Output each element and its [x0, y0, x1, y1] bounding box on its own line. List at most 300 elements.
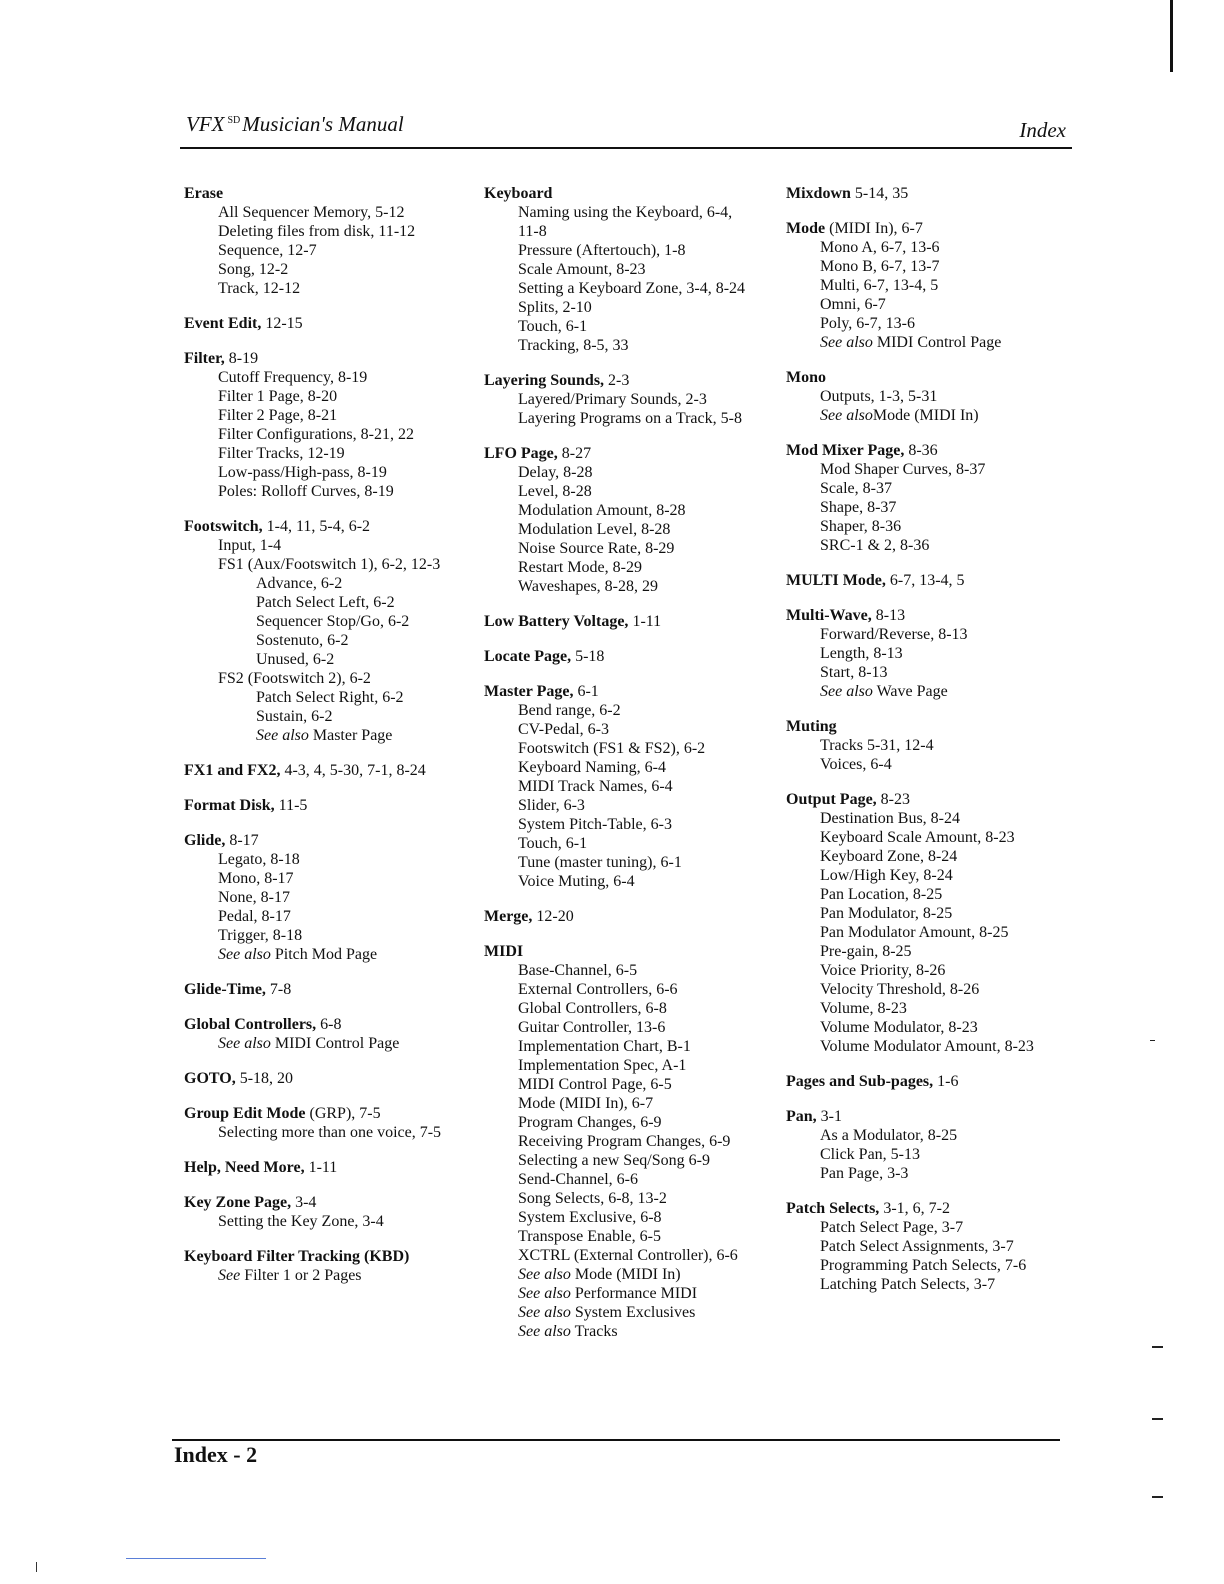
index-entry — [184, 517, 474, 745]
index-subentry — [786, 257, 1086, 276]
index-subentry — [786, 828, 1086, 847]
index-subentry — [184, 574, 474, 593]
index-column-3 — [786, 184, 1086, 1310]
index-term-pages: 12-20 — [532, 908, 574, 925]
index-subentry — [484, 834, 784, 853]
index-subentry — [484, 853, 784, 872]
index-term — [184, 980, 474, 999]
index-subentry-text: Destination Bus, 8-24 — [820, 810, 960, 827]
index-subentry — [786, 314, 1086, 333]
index-subentry — [484, 1170, 784, 1189]
bottom-scan-line — [126, 1558, 266, 1559]
index-subentry — [484, 577, 784, 596]
index-subentry-text: Pan Page, 3-3 — [820, 1165, 909, 1182]
index-subentry-text: Receiving Program Changes, 6-9 — [518, 1133, 731, 1150]
index-subentry — [786, 644, 1086, 663]
manual-title-rest: Musician's Manual — [242, 112, 404, 136]
index-subentry — [786, 406, 1086, 425]
see-also-label: See also — [518, 1323, 571, 1340]
index-subentry — [484, 777, 784, 796]
index-term — [786, 1199, 1086, 1218]
index-term — [786, 571, 1086, 590]
index-subentry — [484, 279, 784, 298]
index-term — [184, 314, 474, 333]
index-term-name: Master Page, — [484, 683, 574, 700]
index-entry — [484, 907, 784, 926]
index-subentry-text: Tracks 5-31, 12-4 — [820, 737, 934, 754]
index-term-pages: 5-14, 35 — [850, 185, 909, 202]
index-term — [484, 184, 784, 203]
index-subentry — [484, 501, 784, 520]
index-subentry-text: Filter 1 Page, 8-20 — [218, 388, 338, 405]
index-term-name: Filter, — [184, 350, 225, 367]
index-term-name: Global Controllers, — [184, 1016, 317, 1033]
index-term-name: Keyboard Filter Tracking (KBD) — [184, 1248, 410, 1265]
see-also-label: See also — [820, 334, 873, 351]
index-subentry-text: External Controllers, 6-6 — [518, 981, 678, 998]
index-subentry-text: Modulation Amount, 8-28 — [518, 502, 686, 519]
index-subentry — [184, 260, 474, 279]
index-subentry — [484, 872, 784, 891]
index-term-pages: 1-11 — [304, 1159, 338, 1176]
index-subentry-text: Tracks — [570, 1323, 618, 1340]
index-subentry — [786, 517, 1086, 536]
index-term — [184, 831, 474, 850]
index-term — [484, 612, 784, 631]
margin-mark — [1152, 1496, 1163, 1498]
index-term-name: Format Disk, — [184, 797, 275, 814]
index-term-pages: 6-8 — [316, 1016, 342, 1033]
index-subentry-text: Layering Programs on a Track, 5-8 — [518, 410, 742, 427]
index-subentry — [184, 926, 474, 945]
index-subentry — [184, 425, 474, 444]
index-entry — [786, 219, 1086, 352]
index-subentry — [786, 663, 1086, 682]
index-subentry — [184, 555, 474, 574]
index-term — [184, 1069, 474, 1088]
index-subentry-text: Volume Modulator, 8-23 — [820, 1019, 978, 1036]
index-subentry-text: Pitch Mod Page — [270, 946, 378, 963]
index-subentry-text: XCTRL (External Controller), 6-6 — [518, 1247, 738, 1264]
index-subentry — [786, 942, 1086, 961]
index-subentry — [484, 1094, 784, 1113]
index-subentry-text: Filter Configurations, 8-21, 22 — [218, 426, 414, 443]
index-subentry-text: Voice Muting, 6-4 — [518, 873, 635, 890]
index-subentry — [484, 222, 784, 241]
index-term-pages: 8-19 — [224, 350, 259, 367]
index-entry — [786, 1072, 1086, 1091]
index-term-name: Patch Selects, — [786, 1200, 880, 1217]
index-column-2 — [484, 184, 784, 1357]
index-term-pages: 8-23 — [876, 791, 910, 808]
index-subentry — [484, 1132, 784, 1151]
index-subentry-text: Track, 12-12 — [218, 280, 301, 297]
index-subentry-text: As a Modulator, 8-25 — [820, 1127, 958, 1144]
index-subentry — [786, 1237, 1086, 1256]
index-term-name: GOTO, — [184, 1070, 236, 1087]
index-subentry-text: Filter 1 or 2 Pages — [240, 1267, 362, 1284]
index-subentry — [184, 1266, 474, 1285]
index-subentry — [184, 1212, 474, 1231]
index-subentry — [786, 295, 1086, 314]
index-term-name: Help, Need More, — [184, 1159, 305, 1176]
index-subentry — [786, 980, 1086, 999]
index-subentry — [184, 536, 474, 555]
index-term-name: Pages and Sub-pages, — [786, 1073, 934, 1090]
index-subentry-text: Sequencer Stop/Go, 6-2 — [256, 613, 410, 630]
index-subentry-text: Mono B, 6-7, 13-7 — [820, 258, 940, 275]
index-subentry — [184, 869, 474, 888]
index-term-name: MULTI Mode, — [786, 572, 886, 589]
section-title: Index — [1019, 118, 1066, 142]
index-subentry — [786, 847, 1086, 866]
see-also-label: See also — [218, 946, 271, 963]
index-term-name: Locate Page, — [484, 648, 572, 665]
header-rule — [180, 147, 1072, 149]
index-subentry — [484, 1189, 784, 1208]
index-term — [786, 1107, 1086, 1126]
index-term — [484, 942, 784, 961]
index-term-name: Pan, — [786, 1108, 817, 1125]
index-subentry — [786, 682, 1086, 701]
index-subentry — [484, 980, 784, 999]
index-term — [184, 517, 474, 536]
index-subentry-text: Shaper, 8-36 — [820, 518, 902, 535]
index-entry — [484, 444, 784, 596]
index-subentry-text: Omni, 6-7 — [820, 296, 886, 313]
index-entry — [184, 1247, 474, 1285]
index-subentry — [484, 1151, 784, 1170]
index-subentry-text: Patch Select Right, 6-2 — [256, 689, 404, 706]
index-subentry — [484, 317, 784, 336]
index-subentry-text: Low-pass/High-pass, 8-19 — [218, 464, 387, 481]
index-subentry-text: FS1 (Aux/Footswitch 1), 6-2, 12-3 — [218, 556, 441, 573]
index-subentry-text: Length, 8-13 — [820, 645, 903, 662]
see-also-label: See also — [820, 407, 873, 424]
index-subentry — [786, 1145, 1086, 1164]
index-subentry — [184, 688, 474, 707]
index-entry — [184, 831, 474, 964]
index-term-name: Footswitch, — [184, 518, 263, 535]
index-subentry — [786, 460, 1086, 479]
index-term — [484, 371, 784, 390]
index-subentry-text: MIDI Control Page — [872, 334, 1002, 351]
index-term-pages: 2-3 — [604, 372, 630, 389]
index-subentry-text: Tracking, 8-5, 33 — [518, 337, 629, 354]
index-term-pages: 3-4 — [291, 1194, 317, 1211]
manual-title — [186, 112, 404, 137]
index-subentry-text: Guitar Controller, 13-6 — [518, 1019, 666, 1036]
index-subentry-text: Restart Mode, 8-29 — [518, 559, 642, 576]
index-subentry-text: Legato, 8-18 — [218, 851, 300, 868]
index-subentry — [786, 1018, 1086, 1037]
index-term — [786, 790, 1086, 809]
index-subentry-text: Pan Modulator Amount, 8-25 — [820, 924, 1009, 941]
index-term — [786, 184, 1086, 203]
index-subentry-text: Velocity Threshold, 8-26 — [820, 981, 980, 998]
index-entry — [184, 1193, 474, 1231]
index-term — [184, 1104, 474, 1123]
index-entry — [484, 647, 784, 666]
index-term — [786, 606, 1086, 625]
index-subentry-text: Tune (master tuning), 6-1 — [518, 854, 682, 871]
index-subentry-text: Pressure (Aftertouch), 1-8 — [518, 242, 686, 259]
index-subentry-text: Mode (MIDI In) — [872, 407, 979, 424]
index-subentry-text: Pedal, 8-17 — [218, 908, 291, 925]
index-subentry-text: Setting the Key Zone, 3-4 — [218, 1213, 384, 1230]
index-subentry-text: Sostenuto, 6-2 — [256, 632, 349, 649]
index-subentry-text: FS2 (Footswitch 2), 6-2 — [218, 670, 371, 687]
index-subentry-text: System Pitch-Table, 6-3 — [518, 816, 672, 833]
index-entry — [484, 942, 784, 1341]
index-subentry — [184, 850, 474, 869]
page-label: Index - 2 — [174, 1442, 258, 1467]
index-subentry — [484, 558, 784, 577]
index-subentry-text: SRC-1 & 2, 8-36 — [820, 537, 930, 554]
see-also-label: See also — [256, 727, 309, 744]
index-subentry — [184, 945, 474, 964]
index-subentry-text: System Exclusive, 6-8 — [518, 1209, 662, 1226]
index-subentry-text: CV-Pedal, 6-3 — [518, 721, 609, 738]
index-term — [786, 219, 1086, 238]
index-subentry-text: All Sequencer Memory, 5-12 — [218, 204, 405, 221]
index-subentry — [786, 736, 1086, 755]
index-term-name: Keyboard — [484, 185, 553, 202]
index-subentry — [484, 1265, 784, 1284]
index-subentry — [786, 999, 1086, 1018]
index-subentry — [786, 479, 1086, 498]
index-subentry — [484, 1018, 784, 1037]
index-subentry-text: Modulation Level, 8-28 — [518, 521, 671, 538]
index-subentry — [484, 1322, 784, 1341]
index-term-name: Output Page, — [786, 791, 877, 808]
index-subentry-text: Sequence, 12-7 — [218, 242, 317, 259]
index-term-name: LFO Page, — [484, 445, 558, 462]
index-subentry-text: MIDI Track Names, 6-4 — [518, 778, 673, 795]
index-term — [786, 368, 1086, 387]
margin-bar — [1170, 0, 1173, 72]
index-subentry — [484, 390, 784, 409]
index-subentry-text: Naming using the Keyboard, 6-4, — [518, 204, 733, 221]
index-subentry — [484, 739, 784, 758]
index-subentry-text: Start, 8-13 — [820, 664, 888, 681]
index-term — [184, 1193, 474, 1212]
index-subentry-text: None, 8-17 — [218, 889, 290, 906]
index-subentry — [484, 1303, 784, 1322]
index-subentry-text: Base-Channel, 6-5 — [518, 962, 638, 979]
index-entry — [484, 682, 784, 891]
index-subentry-text: Volume, 8-23 — [820, 1000, 907, 1017]
index-subentry — [184, 203, 474, 222]
index-subentry-text: Mono, 8-17 — [218, 870, 294, 887]
index-subentry-text: Outputs, 1-3, 5-31 — [820, 388, 938, 405]
index-subentry — [184, 279, 474, 298]
index-entry — [184, 184, 474, 298]
index-subentry — [484, 298, 784, 317]
index-subentry — [484, 482, 784, 501]
index-subentry-text: Performance MIDI — [570, 1285, 698, 1302]
index-subentry-text: Global Controllers, 6-8 — [518, 1000, 667, 1017]
index-term — [786, 1072, 1086, 1091]
index-subentry — [184, 888, 474, 907]
index-entry — [786, 1107, 1086, 1183]
index-term-name: MIDI — [484, 943, 524, 960]
index-entry — [184, 1015, 474, 1053]
index-entry — [184, 980, 474, 999]
index-subentry — [484, 409, 784, 428]
index-subentry — [484, 720, 784, 739]
index-term-pages: 1-11 — [628, 613, 662, 630]
index-term — [484, 647, 784, 666]
index-subentry — [184, 631, 474, 650]
index-subentry — [484, 1227, 784, 1246]
index-term — [786, 717, 1086, 736]
index-subentry — [184, 669, 474, 688]
index-entry — [786, 1199, 1086, 1294]
index-subentry-text: Filter Tracks, 12-19 — [218, 445, 345, 462]
index-subentry — [786, 498, 1086, 517]
index-term-pages: 3-1, 6, 7-2 — [879, 1200, 950, 1217]
index-subentry-text: Pre-gain, 8-25 — [820, 943, 912, 960]
index-subentry-text: Programming Patch Selects, 7-6 — [820, 1257, 1027, 1274]
index-subentry-text: Waveshapes, 8-28, 29 — [518, 578, 659, 595]
index-subentry-text: Keyboard Zone, 8-24 — [820, 848, 958, 865]
margin-mark — [1152, 1418, 1163, 1420]
index-subentry — [184, 1123, 474, 1142]
index-term-pages: (GRP), 7-5 — [305, 1105, 381, 1122]
index-subentry — [786, 276, 1086, 295]
index-entry — [786, 717, 1086, 774]
index-entry — [786, 441, 1086, 555]
index-term-name: Mode — [786, 220, 826, 237]
index-subentry-text: Input, 1-4 — [218, 537, 282, 554]
index-term-pages: 6-7, 13-4, 5 — [885, 572, 965, 589]
index-term-name: Group Edit Mode — [184, 1105, 306, 1122]
index-subentry — [484, 1113, 784, 1132]
index-subentry — [184, 387, 474, 406]
index-term-pages: 5-18, 20 — [235, 1070, 294, 1087]
index-subentry — [484, 520, 784, 539]
index-subentry — [484, 1208, 784, 1227]
index-subentry-text: Filter 2 Page, 8-21 — [218, 407, 338, 424]
index-term — [184, 1247, 474, 1266]
index-subentry — [786, 1275, 1086, 1294]
index-subentry-text: Voice Priority, 8-26 — [820, 962, 946, 979]
index-subentry-text: Mode (MIDI In), 6-7 — [518, 1095, 654, 1112]
index-subentry — [184, 726, 474, 745]
index-term-name: Layering Sounds, — [484, 372, 605, 389]
index-subentry-text: Trigger, 8-18 — [218, 927, 303, 944]
see-also-label: See also — [518, 1285, 571, 1302]
see-also-label: See also — [518, 1266, 571, 1283]
index-column-1 — [184, 184, 474, 1301]
index-subentry — [786, 755, 1086, 774]
index-subentry — [484, 701, 784, 720]
index-entry — [184, 761, 474, 780]
index-subentry — [484, 815, 784, 834]
index-term-name: Low Battery Voltage, — [484, 613, 629, 630]
index-subentry-text: Touch, 6-1 — [518, 318, 588, 335]
index-subentry — [184, 368, 474, 387]
index-subentry-text: Mono A, 6-7, 13-6 — [820, 239, 940, 256]
index-subentry — [786, 333, 1086, 352]
index-subentry-text: Setting a Keyboard Zone, 3-4, 8-24 — [518, 280, 746, 297]
index-term — [184, 761, 474, 780]
index-term — [484, 444, 784, 463]
index-subentry-text: Master Page — [308, 727, 393, 744]
index-subentry — [184, 707, 474, 726]
index-subentry — [484, 1037, 784, 1056]
index-entry — [184, 1069, 474, 1088]
index-subentry — [484, 1246, 784, 1265]
index-subentry-text: Volume Modulator Amount, 8-23 — [820, 1038, 1034, 1055]
index-term — [184, 184, 474, 203]
index-subentry-text: Level, 8-28 — [518, 483, 592, 500]
index-term-name: Key Zone Page, — [184, 1194, 292, 1211]
index-subentry-text: Implementation Chart, B-1 — [518, 1038, 691, 1055]
index-term — [786, 441, 1086, 460]
index-subentry-text: Poles: Rolloff Curves, 8-19 — [218, 483, 394, 500]
index-entry — [184, 1158, 474, 1177]
index-subentry-text: Patch Select Left, 6-2 — [256, 594, 395, 611]
index-term-name: FX1 and FX2, — [184, 762, 281, 779]
index-subentry — [786, 923, 1086, 942]
index-term — [184, 1015, 474, 1034]
index-subentry — [484, 796, 784, 815]
index-subentry — [184, 241, 474, 260]
index-subentry — [484, 1056, 784, 1075]
see-also-label: See also — [820, 683, 873, 700]
index-term-name: Muting — [786, 718, 837, 735]
index-subentry-text: Pan Location, 8-25 — [820, 886, 943, 903]
index-subentry — [184, 612, 474, 631]
index-subentry-text: Patch Select Assignments, 3-7 — [820, 1238, 1014, 1255]
index-subentry-text: Song, 12-2 — [218, 261, 289, 278]
index-subentry-text: Touch, 6-1 — [518, 835, 588, 852]
index-term-name: Glide, — [184, 832, 226, 849]
index-subentry — [184, 406, 474, 425]
index-entry — [786, 368, 1086, 425]
index-term-name: Event Edit, — [184, 315, 262, 332]
index-subentry-text: MIDI Control Page — [270, 1035, 400, 1052]
index-subentry-text: Noise Source Rate, 8-29 — [518, 540, 675, 557]
index-subentry — [184, 463, 474, 482]
index-subentry — [484, 1075, 784, 1094]
index-entry — [786, 184, 1086, 203]
index-term-name: Mod Mixer Page, — [786, 442, 905, 459]
manual-title-sup: SD — [227, 115, 241, 126]
index-term-pages: 8-36 — [904, 442, 938, 459]
index-subentry-text: Mode (MIDI In) — [570, 1266, 681, 1283]
index-subentry — [786, 904, 1086, 923]
index-subentry — [786, 536, 1086, 555]
index-subentry-text: Latching Patch Selects, 3-7 — [820, 1276, 996, 1293]
index-term-pages: 7-8 — [265, 981, 292, 998]
index-subentry-text: Wave Page — [872, 683, 948, 700]
index-term — [184, 1158, 474, 1177]
index-term-name: Glide-Time, — [184, 981, 266, 998]
index-term-pages: 1-6 — [933, 1073, 959, 1090]
index-entry — [786, 606, 1086, 701]
index-subentry-text: Program Changes, 6-9 — [518, 1114, 662, 1131]
index-entry — [184, 314, 474, 333]
index-subentry — [786, 1126, 1086, 1145]
index-subentry — [184, 444, 474, 463]
index-subentry-text: Implementation Spec, A-1 — [518, 1057, 687, 1074]
index-term-name: Erase — [184, 185, 224, 202]
index-term-name: Merge, — [484, 908, 533, 925]
index-term-name: Mono — [786, 369, 826, 386]
